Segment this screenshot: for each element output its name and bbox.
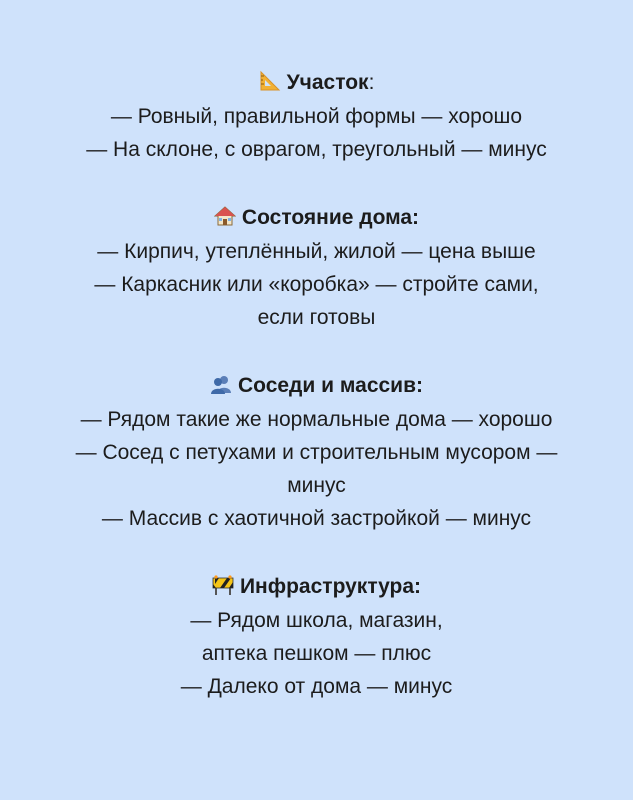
section-line: — Кирпич, утеплённый, жилой — цена выше [97, 240, 536, 263]
section-heading [0, 570, 633, 604]
section-title-colon: : [368, 71, 375, 94]
section-line: минус [287, 474, 346, 497]
triangular-ruler-icon [259, 70, 281, 92]
section-plot [0, 66, 633, 166]
section-line: — Ровный, правильной формы — хорошо [110, 105, 523, 128]
section-title: Участок [286, 71, 369, 94]
section-line: — Массив с хаотичной застройкой — минус [101, 507, 532, 530]
section-heading [0, 201, 633, 235]
section-line: — Каркасник или «коробка» — стройте сами, [94, 273, 539, 296]
section-line: аптека пешком — плюс [201, 642, 432, 665]
section-line: — Сосед с петухами и строительным мусором — [75, 441, 558, 464]
section-title: Состояние дома: [241, 206, 420, 229]
section-line: — Рядом такие же нормальные дома — хорошо [80, 408, 553, 431]
construction-barrier-icon [212, 574, 234, 596]
section-infrastructure [0, 570, 633, 703]
section-title: Инфраструктура: [239, 575, 422, 598]
people-icon [210, 373, 232, 395]
section-line: если готовы [257, 306, 376, 329]
section-neighbors [0, 369, 633, 535]
section-line: — Рядом школа, магазин, [190, 609, 443, 632]
section-house-condition [0, 201, 633, 334]
section-heading [0, 369, 633, 403]
section-title: Соседи и массив: [237, 374, 423, 397]
section-line: — На склоне, с оврагом, треугольный — минус [86, 138, 547, 161]
section-heading [0, 66, 633, 100]
house-icon [214, 205, 236, 227]
section-line: — Далеко от дома — минус [180, 675, 453, 698]
